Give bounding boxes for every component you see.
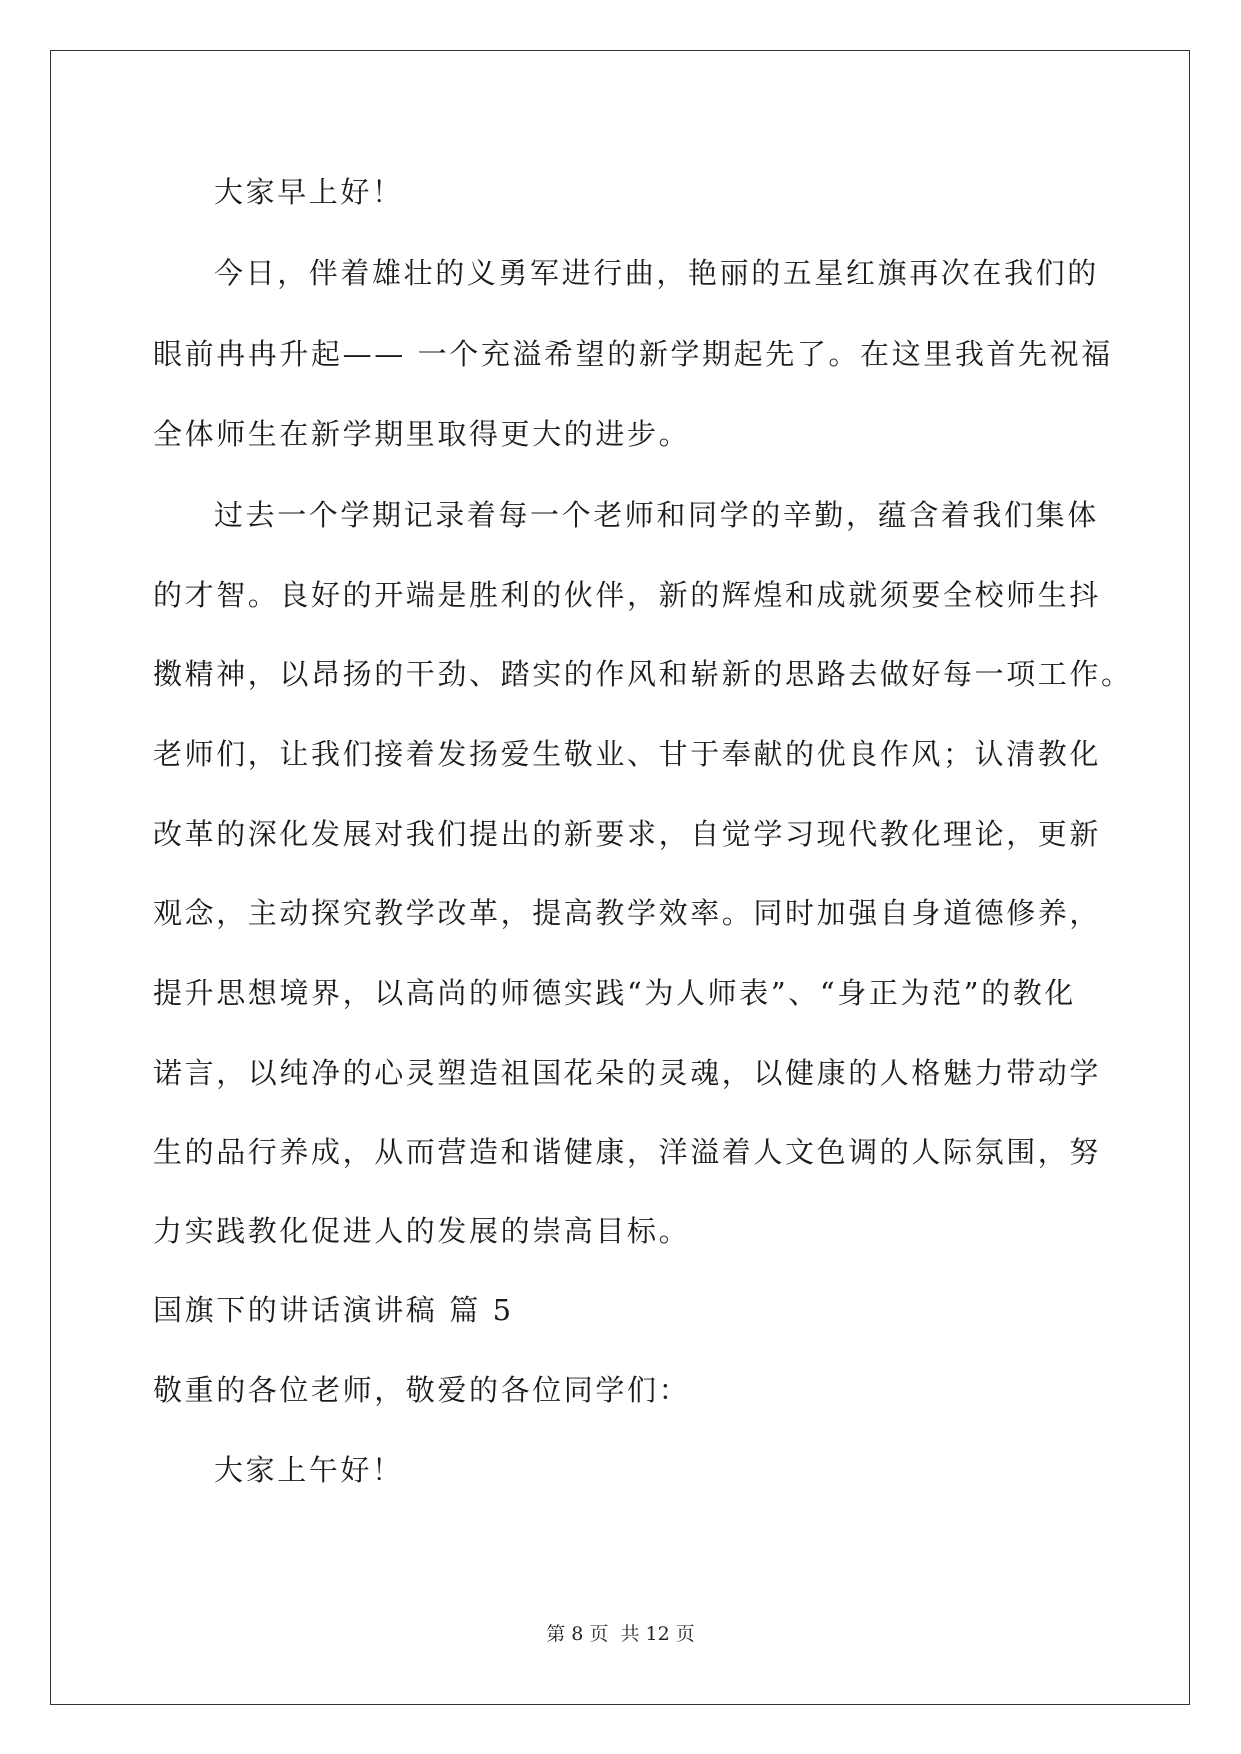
paragraph-line: 观念，主动探究教学改革，提高教学效率。同时加强自身道德修养， xyxy=(153,896,1102,930)
page-total: 共 12 页 xyxy=(620,1623,695,1645)
paragraph-line: 今日，伴着雄壮的义勇军进行曲，艳丽的五星红旗再次在我们的 xyxy=(214,256,1099,290)
paragraph-line: 擞精神，以昂扬的干劲、踏实的作风和崭新的思路去做好每一项工作。 xyxy=(153,657,1133,691)
paragraph-line: 生的品行养成，从而营造和谐健康，洋溢着人文色调的人际氛围，努 xyxy=(153,1135,1102,1169)
page-footer xyxy=(0,1621,1241,1647)
paragraph-line: 眼前冉冉升起—— 一个充溢希望的新学期起先了。在这里我首先祝福 xyxy=(153,337,1113,371)
greeting-line: 大家早上好！ xyxy=(214,175,404,209)
salutation-line: 敬重的各位老师，敬爱的各位同学们： xyxy=(153,1373,691,1407)
paragraph-line: 力实践教化促进人的发展的崇高目标。 xyxy=(153,1214,691,1248)
paragraph-line: 老师们，让我们接着发扬爱生敬业、甘于奉献的优良作风；认清教化 xyxy=(153,737,1102,771)
paragraph-line: 的才智。良好的开端是胜利的伙伴，新的辉煌和成就须要全校师生抖 xyxy=(153,578,1102,612)
paragraph-line: 提升思想境界，以高尚的师德实践“为人师表”、“身正为范”的教化 xyxy=(153,976,1076,1010)
paragraph-line: 过去一个学期记录着每一个老师和同学的辛勤，蕴含着我们集体 xyxy=(214,498,1099,532)
paragraph-line: 改革的深化发展对我们提出的新要求，自觉学习现代教化理论，更新 xyxy=(153,817,1102,851)
greeting-line: 大家上午好！ xyxy=(214,1453,404,1487)
paragraph-line: 全体师生在新学期里取得更大的进步。 xyxy=(153,417,691,451)
paragraph-line: 诺言，以纯净的心灵塑造祖国花朵的灵魂，以健康的人格魅力带动学 xyxy=(153,1056,1102,1090)
section-heading: 国旗下的讲话演讲稿 篇 5 xyxy=(153,1293,514,1327)
page-number: 第 8 页 xyxy=(546,1623,609,1645)
